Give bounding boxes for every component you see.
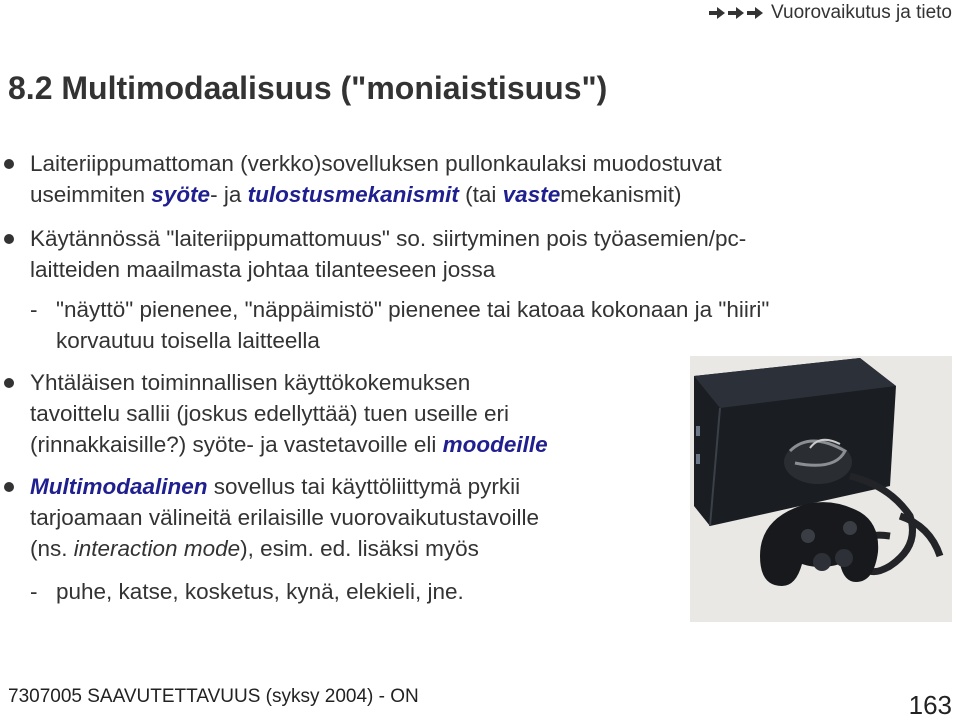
highlight-syote: syöte [151, 182, 211, 207]
bullet3-line3: (rinnakkaisille?) syöte- ja vastetavoille eli moodeille [30, 432, 548, 457]
bullet4-line3: (ns. interaction mode), esim. ed. lisäksi myös [30, 536, 479, 561]
bullet3-line2: tavoittelu sallii (joskus edellyttää) tuen useille eri [30, 401, 509, 426]
bullet-dot [4, 482, 14, 492]
arrow-right-icon [728, 7, 744, 19]
highlight-moodeille: moodeille [442, 432, 548, 457]
bullet-dot [4, 159, 14, 169]
bullet1-line2: useimmiten syöte- ja tulostusmekanismit (tai vastemekanismit) [30, 182, 682, 207]
dash1-line1: "näyttö" pienenee, "näppäimistö" pienenee tai katoaa kokonaan ja "hiiri" [56, 297, 770, 322]
bullet1-line1: Laiteriippumattoman (verkko)sovelluksen pullonkaulaksi muodostuvat [30, 151, 722, 176]
italic-interaction-mode: interaction mode [73, 536, 241, 561]
bullet4-line2: tarjoamaan välineitä erilaisille vuorovaikutustavoille [30, 505, 540, 530]
bullet-dot [4, 234, 14, 244]
dash2-line1: puhe, katse, kosketus, kynä, elekieli, jne. [56, 579, 464, 604]
bullet2-line2: laitteiden maailmasta johtaa tilanteeseen jossa [30, 257, 496, 282]
page-title: 8.2 Multimodaalisuus ("moniaistisuus") [8, 70, 608, 106]
bullet4-line1: Multimodaalinen sovellus tai käyttöliittymä pyrkii [30, 474, 521, 499]
bullet2-line1: Käytännössä "laiteriippumattomuus" so. siirtyminen pois työasemien/pc- [30, 226, 747, 251]
page-number: 163 [908, 690, 952, 720]
console-illustration [690, 356, 952, 622]
dash-marker: - [30, 579, 38, 604]
game-console-photo [690, 356, 952, 622]
dash1-line2: korvautuu toisella laitteella [56, 328, 320, 353]
bullet-dot [4, 378, 14, 388]
bullet3-line1: Yhtäläisen toiminnallisen käyttökokemuksen [30, 370, 471, 395]
header-arrows [709, 7, 763, 19]
arrow-right-icon [747, 7, 763, 19]
dash-marker: - [30, 297, 38, 322]
highlight-vaste: vaste [502, 182, 561, 207]
header-label: Vuorovaikutus ja tieto [771, 2, 952, 23]
highlight-multimodaalinen: Multimodaalinen [30, 474, 208, 499]
arrow-right-icon [709, 7, 725, 19]
header-breadcrumb [709, 0, 952, 26]
footer-course-label: 7307005 SAAVUTETTAVUUS (syksy 2004) - ON [8, 686, 419, 707]
highlight-tulostusmekanismit: tulostusmekanismit [247, 182, 459, 207]
